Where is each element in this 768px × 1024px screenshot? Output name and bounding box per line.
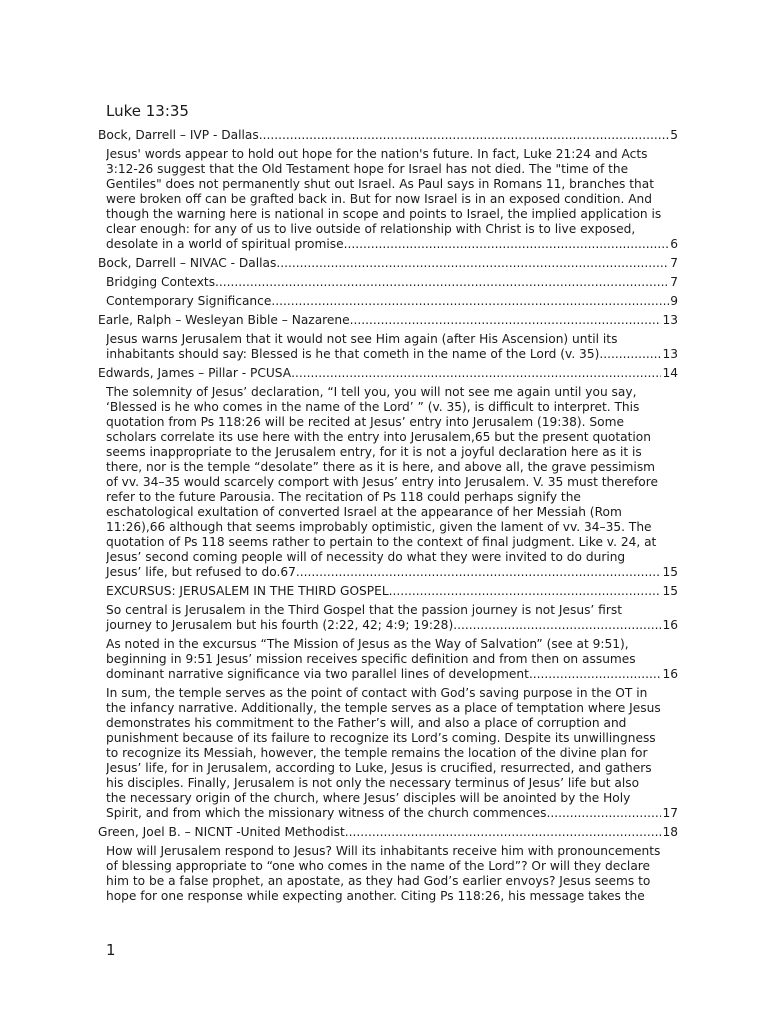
toc-text-line: Jesus’ second coming people will of necessity do what they were invited to do during: [106, 550, 626, 564]
toc-leader-line: [98, 256, 678, 271]
toc-excerpt[interactable]: [98, 637, 678, 682]
toc-text-line: In sum, the temple serves as the point of contact with God’s saving purpose in the OT in: [106, 686, 648, 700]
toc-leader-line: [106, 275, 678, 290]
toc-page-number[interactable]: 15: [662, 584, 678, 598]
toc-text-line: quotation from Ps 118:26 will be recited at Jesus’ entry into Jerusalem (19:38). Some: [106, 415, 624, 429]
toc-text-line: 3:12-26 suggest that the Old Testament hope for Israel has not died. The "time of the: [106, 162, 629, 176]
toc-text-line: of vv. 34–35 would scarcely comport with Jesus’ entry into Jerusalem. V. 35 must therefore: [106, 475, 658, 489]
toc-text-line: Bock, Darrell – NIVAC - Dallas: [98, 256, 277, 270]
toc-page-number[interactable]: 14: [662, 366, 678, 380]
toc-leader-line: [106, 584, 678, 599]
toc-text-line: 11:26),66 although that seems improbably optimistic, given the lament of vv. 34–35. The: [106, 520, 652, 534]
toc-page-number[interactable]: 16: [662, 667, 678, 681]
toc-page-number[interactable]: 18: [662, 825, 678, 839]
toc-text-line: dominant narrative significance via two parallel lines of development: [106, 667, 529, 681]
dot-leader: [291, 366, 661, 381]
toc-page-number[interactable]: 16: [662, 618, 678, 632]
toc-leader-line: [106, 667, 678, 682]
toc-excerpt[interactable]: [98, 147, 678, 252]
dot-leader: [271, 294, 669, 309]
page-number: 1: [106, 941, 116, 959]
toc-source-heading[interactable]: [98, 313, 678, 328]
toc-text-line: Gentiles" does not permanently shut out Israel. As Paul says in Romans 11, branches that: [106, 177, 655, 191]
toc-text-line: were broken off can be grafted back in. But for now Israel is in an exposed condition. And: [106, 192, 652, 206]
toc-text-line: EXCURSUS: JERUSALEM IN THE THIRD GOSPEL: [106, 584, 389, 598]
toc-text-line: clear enough: for any of us to live outside of relationship with Christ is to live exposed,: [106, 222, 636, 236]
toc-text-line: him to be a false prophet, an apostate, as they had God’s earlier envoys? Jesus seems to: [106, 874, 651, 888]
toc-text-line: the infancy narrative. Additionally, the temple serves as a place of temptation where Jesus: [106, 701, 661, 715]
toc-page-number[interactable]: 5: [670, 128, 678, 142]
toc-text-line: punishment because of its failure to recognize its Lord’s coming. Despite its unwillingness: [106, 731, 656, 745]
toc-text-line: desolate in a world of spiritual promise: [106, 237, 344, 251]
table-of-contents: [98, 128, 678, 908]
toc-text-line: though the warning here is national in scope and points to Israel, the implied application is: [106, 207, 662, 221]
toc-text-line: Jesus warns Jerusalem that it would not see Him again (after His Ascension) until its: [106, 332, 618, 346]
toc-text-line: beginning in 9:51 Jesus’ mission receives specific definition and from then on assumes: [106, 652, 636, 666]
toc-leader-line: [106, 806, 678, 821]
toc-leader-line: [106, 565, 678, 580]
toc-leader-line: [106, 618, 678, 633]
toc-text-line: Bock, Darrell – IVP - Dallas: [98, 128, 259, 142]
dot-leader: [345, 825, 662, 840]
dot-leader: [276, 256, 669, 271]
dot-leader: [546, 806, 661, 821]
toc-text-line: the necessary origin of the church, where Jesus’ disciples will be anointed by the Holy: [106, 791, 631, 805]
toc-leader-line: [106, 347, 678, 362]
toc-excerpt[interactable]: [98, 294, 678, 309]
dot-leader: [599, 347, 661, 362]
toc-leader-line: [106, 294, 678, 309]
toc-page-number[interactable]: 13: [662, 347, 678, 361]
toc-excerpt[interactable]: [98, 332, 678, 362]
toc-text-line: Spirit, and from which the missionary witness of the church commences: [106, 806, 547, 820]
dot-leader: [215, 275, 669, 290]
toc-text-line: So central is Jerusalem in the Third Gospel that the passion journey is not Jesus’ first: [106, 603, 622, 617]
toc-excerpt[interactable]: [98, 275, 678, 290]
toc-text-line: eschatological exultation of converted Israel at the appearance of her Messiah (Rom: [106, 505, 622, 519]
dot-leader: [389, 584, 662, 599]
toc-text-line: How will Jerusalem respond to Jesus? Will its inhabitants receive him with pronouncements: [106, 844, 661, 858]
toc-text-line: hope for one response while expecting another. Citing Ps 118:26, his message takes the: [106, 889, 645, 903]
toc-text-line: Jesus' words appear to hold out hope for the nation's future. In fact, Luke 21:24 and Acts: [106, 147, 648, 161]
toc-leader-line: [98, 128, 678, 143]
toc-text-line: Contemporary Significance: [106, 294, 272, 308]
dot-leader: [350, 313, 662, 328]
dot-leader: [344, 237, 670, 252]
toc-leader-line: [98, 313, 678, 328]
dot-leader: [529, 667, 662, 682]
toc-page-number[interactable]: 6: [670, 237, 678, 251]
toc-text-line: The solemnity of Jesus’ declaration, “I tell you, you will not see me again until you say,: [106, 385, 637, 399]
toc-text-line: Jesus’ life, for in Jerusalem, according to Luke, Jesus is crucified, resurrected, and gathers: [106, 761, 652, 775]
toc-text-line: As noted in the excursus “The Mission of Jesus as the Way of Salvation” (see at 9:51),: [106, 637, 629, 651]
dot-leader: [453, 618, 661, 633]
toc-page-number[interactable]: 7: [670, 256, 678, 270]
toc-text-line: quotation of Ps 118 seems rather to pertain to the context of final judgment. Like v. 24, at: [106, 535, 657, 549]
toc-text-line: refer to the future Parousia. The recitation of Ps 118 could perhaps signify the: [106, 490, 581, 504]
toc-source-heading[interactable]: [98, 366, 678, 381]
toc-text-line: his disciples. Finally, Jerusalem is not only the necessary terminus of Jesus’ life but also: [106, 776, 640, 790]
toc-excerpt[interactable]: [98, 844, 678, 904]
toc-text-line: ‘Blessed is he who comes in the name of the Lord’ ” (v. 35), is difficult to interpret. This: [106, 400, 640, 414]
toc-leader-line: [98, 825, 678, 840]
toc-excerpt[interactable]: [98, 686, 678, 821]
toc-excerpt[interactable]: [98, 603, 678, 633]
dot-leader: [296, 565, 662, 580]
toc-source-heading[interactable]: [98, 128, 678, 143]
toc-source-heading[interactable]: [98, 825, 678, 840]
toc-text-line: inhabitants should say: Blessed is he that cometh in the name of the Lord (v. 35): [106, 347, 600, 361]
toc-page-number[interactable]: 15: [662, 565, 678, 579]
toc-text-line: there, nor is the temple “desolate” there as it is here, and above all, the grave pessimism: [106, 460, 656, 474]
document-title: Luke 13:35: [106, 102, 189, 120]
toc-text-line: to recognize its Messiah, however, the temple remains the location of the divine plan for: [106, 746, 648, 760]
toc-page-number[interactable]: 13: [662, 313, 678, 327]
toc-leader-line: [106, 237, 678, 252]
dot-leader: [259, 128, 670, 143]
toc-source-heading[interactable]: [98, 256, 678, 271]
toc-text-line: seems inappropriate to the Jerusalem entry, for it is not a joyful declaration here as it is: [106, 445, 642, 459]
toc-text-line: Bridging Contexts: [106, 275, 216, 289]
toc-text-line: demonstrates his commitment to the Father’s will, and also a place of corruption and: [106, 716, 627, 730]
toc-text-line: of blessing appropriate to “one who comes in the name of the Lord”? Or will they declare: [106, 859, 651, 873]
toc-text-line: journey to Jerusalem but his fourth (2:22, 42; 4:9; 19:28): [106, 618, 454, 632]
toc-excerpt[interactable]: [98, 385, 678, 580]
toc-page-number[interactable]: 9: [670, 294, 678, 308]
toc-text-line: Jesus’ life, but refused to do.67: [106, 565, 296, 579]
toc-leader-line: [98, 366, 678, 381]
toc-excerpt[interactable]: [98, 584, 678, 599]
toc-text-line: Green, Joel B. – NICNT -United Methodist: [98, 825, 345, 839]
toc-text-line: Edwards, James – Pillar - PCUSA: [98, 366, 292, 380]
toc-page-number[interactable]: 17: [662, 806, 678, 820]
toc-page-number[interactable]: 7: [670, 275, 678, 289]
toc-text-line: scholars correlate its use here with the entry into Jerusalem,65 but the present quotation: [106, 430, 651, 444]
toc-text-line: Earle, Ralph – Wesleyan Bible – Nazarene: [98, 313, 350, 327]
